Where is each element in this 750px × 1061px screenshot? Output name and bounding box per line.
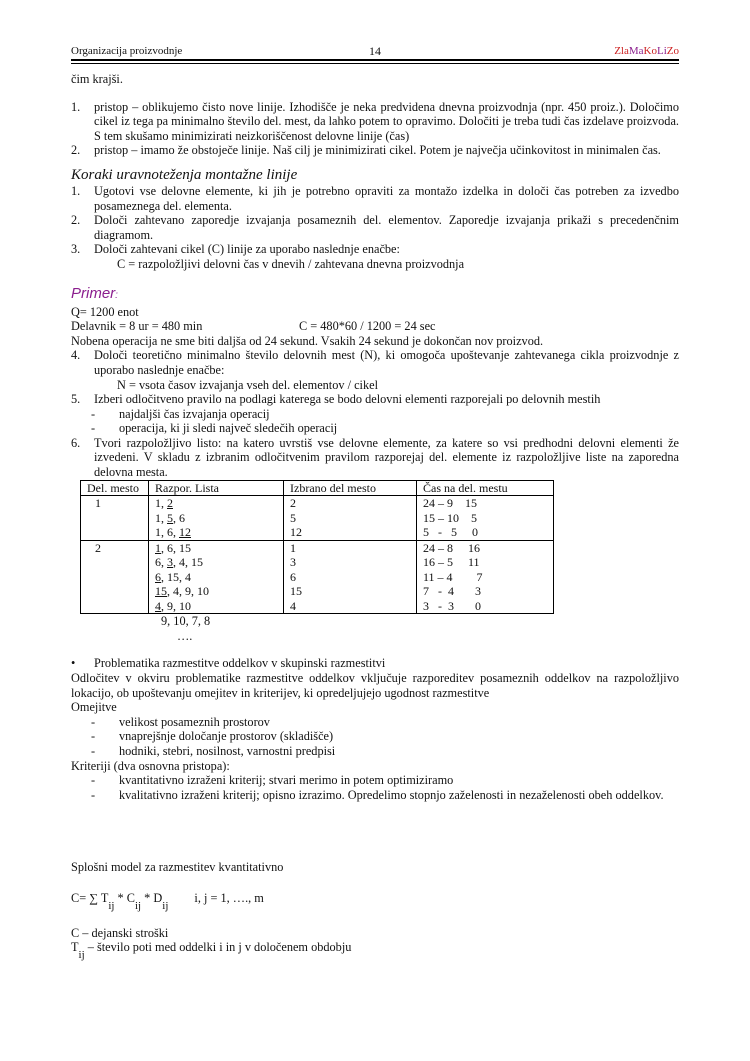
example-heading	[71, 285, 679, 305]
list-element: , 4, 15	[173, 555, 203, 570]
definition-symbol: T	[71, 940, 79, 955]
formula-part: * D	[141, 890, 163, 905]
example-note: Nobena operacija ne sme biti daljša od 24 sekund. Vsakih 24 sekund je dokončan nov proizvod.	[71, 333, 544, 348]
time-value: 15 – 10 5	[423, 510, 477, 525]
selected-element: 2	[167, 496, 173, 511]
criteria-text: kvantitativno izraženi kriterij; stvari merimo in potem optimiziramo	[119, 773, 454, 788]
col-header: Čas na del. mestu	[417, 480, 554, 496]
selected-element: 4	[155, 598, 161, 613]
balancing-table	[80, 480, 554, 615]
list-element: , 6, 15	[161, 540, 191, 555]
time-value: 24 – 8 16	[423, 540, 480, 555]
available-list	[155, 511, 277, 526]
bullet-title: Problematika razmestitve oddelkov v skupinski razmestitvi	[94, 656, 386, 671]
header-title: Organizacija proizvodnje	[71, 45, 183, 57]
list-number: 1.	[71, 183, 81, 198]
table-row	[81, 540, 554, 614]
selected-element-value: 1	[290, 540, 296, 555]
selected-element-value: 12	[290, 525, 302, 540]
selected-element-value: 6	[290, 569, 296, 584]
criteria-item	[71, 773, 679, 788]
list-element: 6,	[155, 555, 167, 570]
station-number: 2	[95, 540, 101, 555]
dash-marker: -	[91, 714, 96, 729]
available-list	[155, 541, 277, 556]
approach-item	[71, 143, 679, 158]
step-item	[71, 348, 679, 377]
formula-subscript: ij	[108, 899, 115, 912]
logo-part: Li	[656, 45, 667, 57]
dash-marker: -	[91, 729, 96, 744]
table-row	[81, 496, 554, 541]
available-list	[155, 555, 277, 570]
list-text: Določi zahtevani cikel (C) linije za uporabo naslednje enačbe:	[94, 242, 400, 257]
selected-element: 3	[167, 555, 173, 570]
time-value: 5 - 5 0	[423, 525, 478, 540]
col-header: Razpor. Lista	[149, 480, 284, 496]
header-rule-thin	[71, 63, 679, 64]
page-number: 14	[369, 44, 381, 58]
constraint-text: hodniki, stebri, nosilnost, varnostni predpisi	[119, 743, 336, 758]
selected-element: 5	[167, 510, 173, 525]
bullet-item	[71, 656, 679, 671]
available-list	[155, 496, 277, 511]
example-c-calc: C = 480*60 / 1200 = 24 sec	[299, 319, 436, 334]
list-number: 2.	[71, 213, 81, 228]
example-colon: :	[115, 289, 118, 301]
dash-marker: -	[91, 773, 96, 788]
station-cell	[81, 540, 149, 614]
step-item	[71, 213, 679, 242]
step-item	[71, 392, 679, 407]
constraint-item	[71, 715, 679, 730]
constraint-text: vnaprejšnje določanje prostorov (skladišče)	[119, 729, 334, 744]
list-text: Izberi odločitveno pravilo na podlagi katerega se bodo delovni elementi razporejali po delovnih mestih	[94, 392, 601, 407]
step-item	[71, 436, 679, 480]
page-header	[71, 44, 679, 58]
remaining-list: 9, 10, 7, 8	[161, 614, 211, 629]
time-value: 16 – 5 11	[423, 555, 480, 570]
table-header-row	[81, 480, 554, 496]
formula-part: C= ∑ T	[71, 890, 109, 905]
list-cell	[149, 496, 284, 541]
rule-option	[71, 407, 679, 422]
criteria-item	[71, 788, 679, 803]
available-list	[155, 570, 277, 585]
definition-subscript: ij	[78, 949, 85, 962]
list-number: 2.	[71, 143, 81, 158]
formula-subscript: ij	[162, 899, 169, 912]
station-number: 1	[95, 496, 101, 511]
time-value: 24 – 9 15	[423, 496, 477, 511]
selected-element-value: 3	[290, 555, 296, 570]
constraint-text: velikost posameznih prostorov	[119, 714, 270, 729]
selected-element: 1	[155, 540, 161, 555]
criteria-text: kvalitativno izraženi kriterij; opisno izrazimo. Opredelimo stopnjo zaželenosti in nezaželenosti obeh oddelkov.	[119, 787, 664, 802]
table-continuation	[71, 614, 679, 643]
time-value: 11 – 4 7	[423, 569, 483, 584]
model-formula	[71, 890, 679, 912]
page-content	[71, 72, 679, 962]
formula-subscript: ij	[134, 899, 142, 912]
constraints-label: Omejitve	[71, 700, 117, 715]
selected-element: 12	[179, 525, 191, 540]
list-text: Ugotovi vse delovne elemente, ki jih je potrebno opraviti za montažo izdelka in določi čas potreben za izvedbo posameznega del. elementa.	[94, 183, 679, 213]
formula-cycle: C = razpoložljivi delovni čas v dnevih / zahtevana dnevna proizvodnja	[117, 256, 465, 271]
time-cell	[417, 540, 554, 614]
selected-element-value: 15	[290, 584, 302, 599]
bullet-icon: •	[71, 656, 76, 671]
option-text: najdaljši čas izvajanja operacij	[119, 406, 270, 421]
list-element: 1, 6,	[155, 525, 179, 540]
list-number: 3.	[71, 242, 81, 257]
logo-part: Ko	[643, 45, 657, 57]
list-number: 5.	[71, 392, 81, 407]
criteria-label: Kriteriji (dva osnovna pristopa):	[71, 758, 230, 773]
station-cell	[81, 496, 149, 541]
list-element: 1,	[155, 496, 167, 511]
rule-option	[71, 421, 679, 436]
time-value: 3 - 3 0	[423, 598, 481, 613]
layout-paragraph: Odločitev v okviru problematike razmestitve oddelkov vključuje razporeditev posameznih oddelkov na razpoložljivo lokacijo, ob upoštevanju omejitev in kriterijev, ki opredeljujejo ugodnost razmestitve	[71, 670, 679, 700]
selected-element-value: 4	[290, 598, 296, 613]
constraint-item	[71, 744, 679, 759]
logo-part: Ma	[628, 45, 644, 57]
list-number: 6.	[71, 435, 81, 450]
formula-range: i, j = 1, …., m	[194, 890, 264, 905]
list-cell	[149, 540, 284, 614]
list-text: pristop – imamo že obstoječe linije. Naš cilj je minimizirati cikel. Potem je največja učinkovitost in minimalen čas.	[94, 143, 661, 158]
col-header: Del. mesto	[81, 480, 149, 496]
selected-cell	[284, 540, 417, 614]
step-item	[71, 242, 679, 257]
option-text: operacija, ki ji sledi največ sledečih operacij	[119, 421, 338, 436]
list-element: , 4, 9, 10	[167, 584, 209, 599]
definition-t	[71, 940, 679, 962]
constraint-item	[71, 729, 679, 744]
list-element: 1,	[155, 510, 167, 525]
dash-marker: -	[91, 743, 96, 758]
intro-fragment: čim krajši.	[71, 72, 123, 86]
dash-marker: -	[91, 421, 96, 436]
list-number: 4.	[71, 348, 81, 363]
definition-text: – število poti med oddelki i in j v določenem obdobju	[84, 940, 352, 955]
logo-part: Zo	[666, 45, 679, 57]
example-label: Primer	[71, 284, 116, 302]
list-text: Tvori razpoložljivo listo: na katero uvrstiš vse delovne elemente, za katere so vsi predhodni delovni elementi že izvedeni. V skladu z izbranim odločitvenim pravilom razporejaj del. elemente iz razpoložljive liste na zaporedna delovna mesta.	[94, 435, 679, 480]
dash-marker: -	[91, 406, 96, 421]
example-q: Q= 1200 enot	[71, 304, 139, 319]
approach-item	[71, 100, 679, 144]
time-value: 7 - 4 3	[423, 584, 481, 599]
formula-part: * C	[114, 890, 135, 905]
example-delavnik-line	[71, 319, 679, 334]
selected-element-value: 2	[290, 496, 296, 511]
list-number: 1.	[71, 99, 81, 114]
dash-marker: -	[91, 787, 96, 802]
selected-element: 15	[155, 584, 167, 599]
available-list	[155, 584, 277, 599]
header-logo	[614, 44, 679, 59]
time-cell	[417, 496, 554, 541]
available-list	[155, 525, 277, 540]
list-element: , 15, 4	[161, 569, 191, 584]
selected-element: 6	[155, 569, 161, 584]
list-element: , 6	[173, 510, 185, 525]
header-rule-thick	[71, 59, 679, 61]
available-list	[155, 599, 277, 614]
list-text: Določi teoretično minimalno število delovnih mest (N), ki omogoča upoštevanje zahtevanega cikla proizvodnje z uporabo naslednje enačbe:	[94, 348, 679, 377]
col-header: Izbrano del mesto	[284, 480, 417, 496]
selected-element-value: 5	[290, 510, 296, 525]
logo-part: Zla	[614, 45, 629, 57]
section-heading: Koraki uravnoteženja montažne linije	[71, 166, 298, 183]
selected-cell	[284, 496, 417, 541]
list-text: pristop – oblikujemo čisto nove linije. Izhodišče je neka predvidena dnevna proizvodnja (npr. 450 proiz.). Določimo cikel iz tega pa minimalno število del. mest, da lahko potem to opravimo. Določiti je treba tudi čas izdelave proizvoda. S tem skušamo minimizirati neizkoriščenost delovne linije (čas)	[94, 99, 679, 143]
step-item	[71, 184, 679, 213]
formula-n: N = vsota časov izvajanja vseh del. elementov / cikel	[117, 377, 378, 392]
model-title: Splošni model za razmestitev kvantitativno	[71, 860, 284, 875]
example-delavnik: Delavnik = 8 ur = 480 min	[71, 319, 203, 334]
steps-list	[71, 184, 679, 272]
list-text: Določi zahtevano zaporedje izvajanja posameznih del. elementov. Zaporedje izvajanja prikaži s precedenčnim diagramom.	[94, 213, 679, 242]
approaches-list	[71, 100, 679, 158]
ellipsis: ….	[177, 628, 193, 643]
definition-c: C – dejanski stroški	[71, 925, 169, 940]
list-element: , 9, 10	[161, 598, 191, 613]
